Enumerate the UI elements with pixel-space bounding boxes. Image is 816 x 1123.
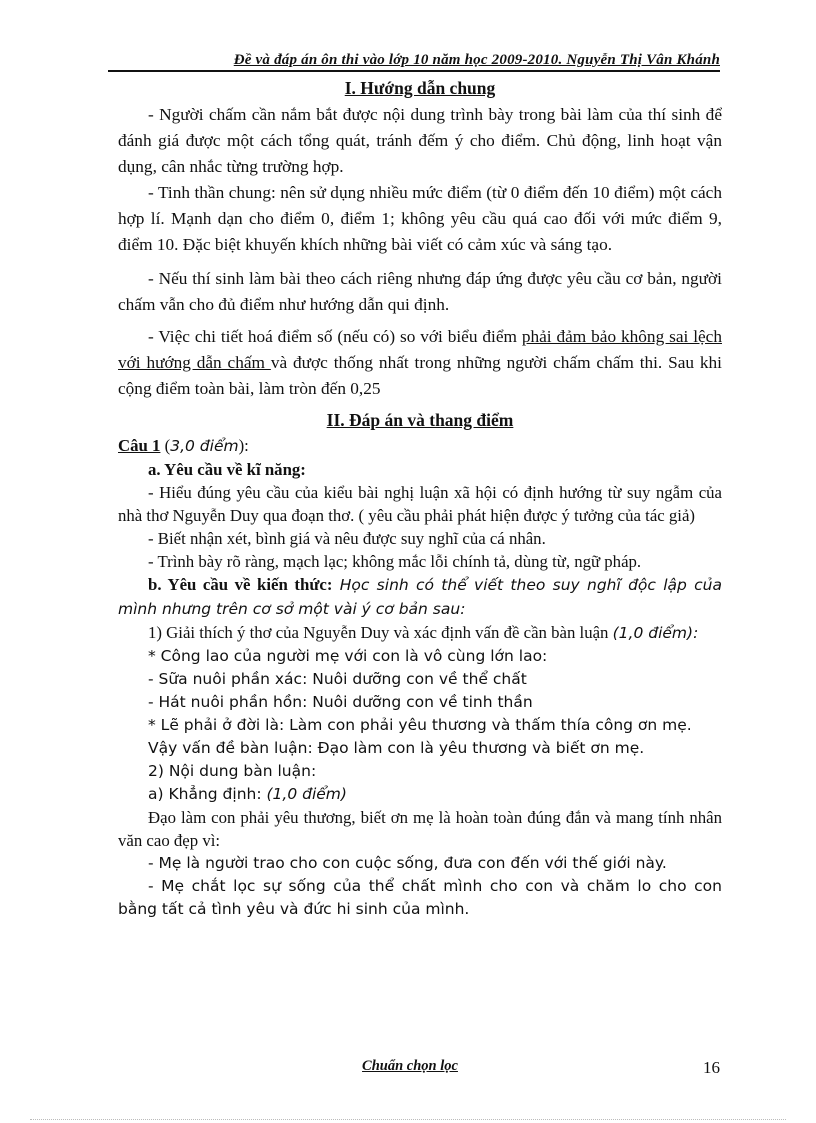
header-rule [108, 70, 720, 72]
knowledge-paragraph: b. Yêu cầu về kiến thức: Học sinh có thể viết theo suy nghĩ độc lập của mình nhưng trên cơ sở một vài ý cơ bản sau: [118, 575, 722, 618]
underlined-phrase-1: phải đảm bảo không sai lệch [521, 327, 722, 346]
answer-block [118, 434, 722, 921]
point-2a: a) Khẳng định: (1,0 điểm) [148, 785, 347, 803]
skills-item-1: - Hiểu đúng yêu cầu của kiểu bài nghị luận xã hội có định hướng từ suy ngẫm của nhà thơ Nguyễn Duy qua đoạn thơ. ( yêu cầu phải phát hiện được ý tưởng của tác giả) [118, 483, 722, 525]
skills-item-3: - Trình bày rõ ràng, mạch lạc; không mắc lỗi chính tả, dùng từ, ngữ pháp. [148, 552, 642, 571]
guideline-paragraph-4: - Việc chi tiết hoá điểm số (nếu có) so với biểu điểm phải đảm bảo không sai lệch với hướng dẫn chấm và được thống nhất trong những người chấm chấm thi. Sau khi cộng điểm toàn bài, làm tròn đến 0,25 [118, 327, 722, 398]
page-footer-title: Chuẩn chọn lọc [362, 1058, 458, 1074]
point-1-line-5: Vậy vấn đề bàn luận: Đạo làm con là yêu thương và biết ơn mẹ. [148, 739, 645, 757]
question-1-heading: Câu 1 (3,0 điểm): [118, 436, 249, 455]
skills-heading: a. Yêu cầu về kĩ năng: [148, 460, 306, 479]
point-2a-paragraph: Đạo làm con phải yêu thương, biết ơn mẹ là hoàn toàn đúng đắn và mang tính nhân văn cao đẹp vì: [118, 808, 722, 850]
guideline-paragraph-3: - Nếu thí sinh làm bài theo cách riêng nhưng đáp ứng được yêu cầu cơ bản, người chấm vẫn cho đủ điểm như hướng dẫn qui định. [118, 269, 722, 314]
point-2: 2) Nội dung bàn luận: [148, 762, 317, 780]
guideline-paragraph-2: - Tinh thần chung: nên sử dụng nhiều mức điểm (từ 0 điểm đến 10 điểm) một cách hợp lí. Mạnh dạn cho điểm 0, điểm 1; không yêu cầu quá cao đối với mức điểm 9, điểm 10. Đặc biệt khuyến khích những bài viết có cảm xúc và sáng tạo. [118, 183, 722, 254]
mother-line-2: - Mẹ chắt lọc sự sống của thể chất mình cho con và chăm lo cho con bằng tất cả tình yêu và đức hi sinh của mình. [118, 877, 722, 918]
point-1: 1) Giải thích ý thơ của Nguyễn Duy và xác định vấn đề cần bàn luận (1,0 điểm): [148, 623, 699, 642]
mother-line-1: - Mẹ là người trao cho con cuộc sống, đưa con đến với thế giới này. [148, 854, 667, 872]
section-2-title: II. Đáp án và thang điểm [326, 410, 514, 430]
point-1-line-1: * Công lao của người mẹ với con là vô cùng lớn lao: [148, 647, 548, 665]
page-number: 16 [703, 1058, 720, 1077]
skills-item-2: - Biết nhận xét, bình giá và nêu được suy nghĩ của cá nhân. [148, 529, 546, 548]
point-1-line-4: * Lẽ phải ở đời là: Làm con phải yêu thương và thấm thía công ơn mẹ. [148, 716, 692, 734]
page-bottom-divider [30, 1119, 786, 1120]
page-header: Đề và đáp án ôn thi vào lớp 10 năm học 2009-2010. Nguyễn Thị Vân Khánh [233, 52, 720, 68]
underlined-phrase-2: với hướng dẫn chấm [118, 353, 271, 372]
section-1-title: I. Hướng dẫn chung [344, 78, 496, 98]
point-1-line-2: - Sữa nuôi phần xác: Nuôi dưỡng con về thể chất [148, 670, 527, 688]
page-content [118, 74, 722, 921]
point-1-line-3: - Hát nuôi phần hồn: Nuôi dưỡng con về tinh thần [148, 693, 533, 711]
guideline-paragraph-1: - Người chấm cần nắm bắt được nội dung trình bày trong bài làm của thí sinh để đánh giá được một cách tổng quát, tránh đếm ý cho điểm. Chủ động, linh hoạt vận dụng, cân nhắc từng trường hợp. [118, 105, 722, 176]
